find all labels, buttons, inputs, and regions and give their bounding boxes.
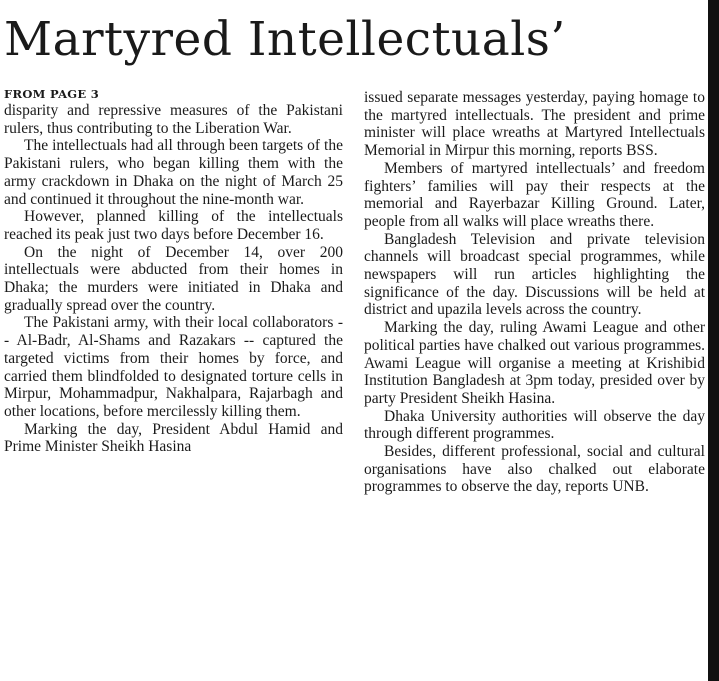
continued-from-label: FROM PAGE 3 bbox=[4, 87, 100, 101]
paragraph: However, planned killing of the intellectuals reached its peak just two days before December 16. bbox=[4, 208, 343, 243]
article-column-right bbox=[364, 89, 705, 496]
paragraph: issued separate messages yesterday, paying homage to the martyred intellectuals. The president and prime minister will place wreaths at Martyred Intellectuals Memorial in Mirpur this morning, reports BSS. bbox=[364, 89, 705, 160]
paragraph: On the night of December 14, over 200 intellectuals were abducted from their homes in Dhaka; the murders were initiated in Dhaka and gradually spread over the country. bbox=[4, 243, 343, 314]
paragraph: Besides, different professional, social and cultural organisations have also chalked out elaborate programmes to observe the day, reports UNB. bbox=[364, 443, 705, 496]
paragraph: Bangladesh Television and private television channels will broadcast special programmes, while newspapers will run articles highlighting the significance of the day. Discussions will be held at district and upazila levels across the country. bbox=[364, 230, 705, 319]
paragraph: Marking the day, ruling Awami League and other political parties have chalked out various programmes. Awami League will organise a meeting at Krishibid Institution Bangladesh at 3pm today, presided over by party President Sheikh Hasina. bbox=[364, 319, 705, 407]
paragraph: The intellectuals had all through been targets of the Pakistani rulers, who began killing them with the army crackdown in Dhaka on the night of March 25 and continued it throughout the nine-month war. bbox=[4, 137, 343, 208]
paragraph: Marking the day, President Abdul Hamid and Prime Minister Sheikh Hasina bbox=[4, 420, 343, 456]
paragraph: The Pakistani army, with their local collaborators -- Al-Badr, Al-Shams and Razakars -- captured the targeted victims from their homes by force, and carried them blindfolded to designated torture cells in Mirpur, Mohammadpur, Nakhalpara, Rajarbagh and other locations, before mercilessly killing them. bbox=[4, 314, 343, 420]
paragraph: disparity and repressive measures of the Pakistani rulers, thus contributing to the Liberation War. bbox=[4, 102, 343, 137]
headline: Martyred Intellectuals’ bbox=[4, 12, 566, 67]
paragraph: Members of martyred intellectuals’ and freedom fighters’ families will pay their respects at the memorial and Rayerbazar Killing Ground. Later, people from all walks will place wreaths there. bbox=[364, 159, 705, 230]
page-edge-bar bbox=[708, 0, 719, 681]
article-column-left bbox=[4, 102, 343, 456]
paragraph: Dhaka University authorities will observe the day through different programmes. bbox=[364, 407, 705, 443]
